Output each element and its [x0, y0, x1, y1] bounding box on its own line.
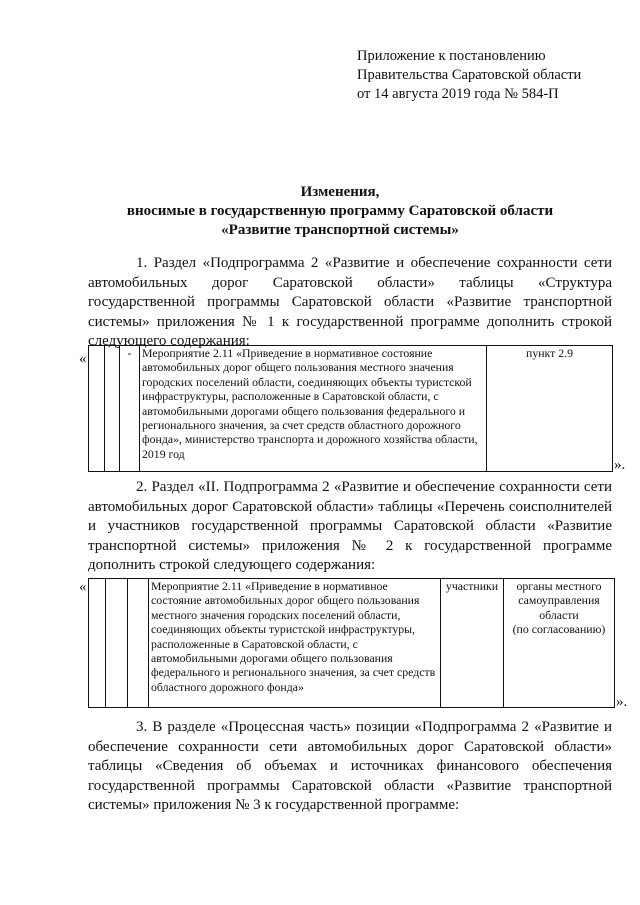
paragraph-2: 2. Раздел «II. Подпрограмма 2 «Развитие и обеспечение сохранности сети автомобильных дорог Саратовской области» таблицы «Перечень соисполнителей и участников государственной программы Саратовской области «Развитие транспортной системы» приложения № 2 к государственной программе дополнить строкой следующего содержания:	[88, 479, 612, 574]
role-cell: участники	[441, 579, 504, 708]
table-cell-empty	[128, 579, 149, 708]
org-line: органы местного	[516, 579, 602, 593]
table-cell-empty	[89, 579, 106, 708]
table-cell-empty	[106, 579, 128, 708]
header-line: от 14 августа 2019 года № 584-П	[357, 86, 559, 102]
document-title	[40, 183, 640, 240]
approval-header	[357, 47, 581, 104]
title-line: Изменения,	[300, 184, 380, 200]
measure-cell: Мероприятие 2.11 «Приведение в нормативное состояние автомобильных дорог общего пользования местного значения городских поселений области, соединяющих объекты туристской инфраструктуры, расположенные в Саратовской области, с автомобильными дорогами общего пользования федерального и регионального значения, за счет средств областного дорожного фонда»	[149, 579, 441, 708]
point-cell: пункт 2.9	[487, 346, 613, 472]
open-quote: «	[79, 579, 87, 595]
table-cell-empty	[105, 346, 120, 472]
organization-cell	[504, 579, 615, 708]
title-line: вносимые в государственную программу Саратовской области	[126, 203, 554, 219]
amendment-table-1	[88, 345, 613, 472]
paragraph-3: 3. В разделе «Процессная часть» позиции «Подпрограмма 2 «Развитие и обеспечение сохранности сети автомобильных дорог Саратовской области» таблицы «Сведения об объемах и источниках финансового обеспечения государственной программы Саратовской области «Развитие транспортной системы» приложения № 3 к государственной программе:	[88, 719, 612, 814]
paragraph-1: 1. Раздел «Подпрограмма 2 «Развитие и обеспечение сохранности сети автомобильных дорог Саратовской области» таблицы «Структура государственной программы Саратовской области «Развитие транспортной системы» приложения № 1 к государственной программе дополнить строкой следующего содержания:	[88, 255, 612, 350]
org-line: (по согласованию)	[512, 622, 606, 637]
org-line: самоуправления	[518, 593, 600, 608]
measure-cell: Мероприятие 2.11 «Приведение в нормативное состояние автомобильных дорог общего пользования местного значения городских поселений области, соединяющих объекты туристской инфраструктуры, расположенные в Саратовской области, с автомобильными дорогами общего пользования федерального и регионального значения, за счет средств областного дорожного фонда», министерство транспорта и дорожного хозяйства области, 2019 год	[140, 346, 487, 472]
org-line: области	[539, 607, 579, 622]
open-quote: «	[79, 351, 87, 367]
close-quote: ».	[616, 694, 628, 710]
header-line: Правительства Саратовской области	[357, 67, 582, 83]
amendment-table-2	[88, 578, 615, 708]
table-cell-empty	[89, 346, 105, 472]
table-row	[89, 579, 615, 708]
title-line: «Развитие транспортной системы»	[221, 222, 459, 238]
table-cell-dash: -	[120, 346, 140, 472]
table-row	[89, 346, 613, 472]
header-line: Приложение к постановлению	[357, 48, 546, 64]
close-quote: ».	[614, 457, 626, 473]
